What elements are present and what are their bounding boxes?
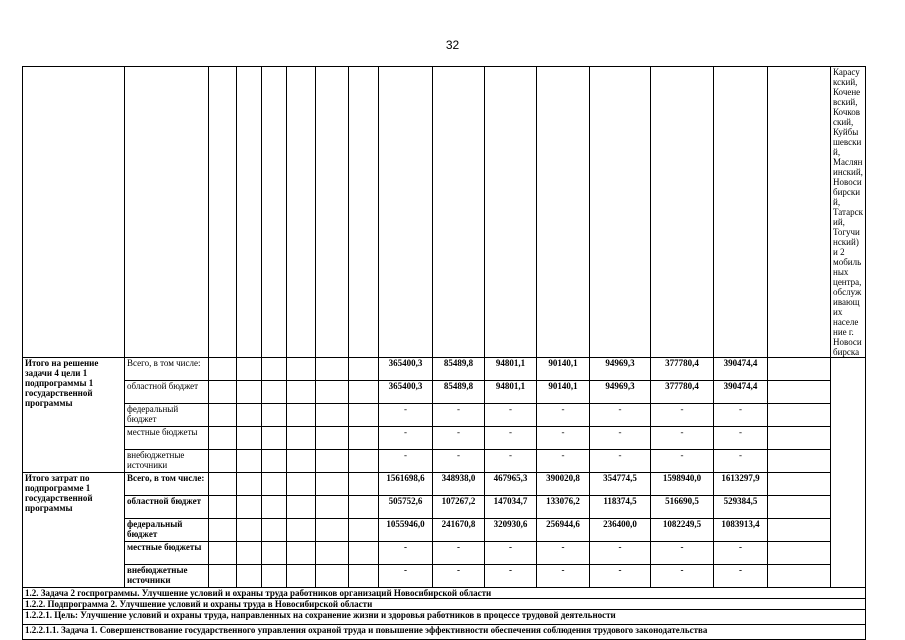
funding-source: федеральный бюджет <box>125 404 209 427</box>
table-row <box>23 496 866 519</box>
table-row <box>23 358 866 381</box>
location-note: Карасукский, Коченевский, Кочковский, Куйбышевский, Маслянинский, Новосибирский, Татарский, Тогучинский) и 2 мобильных центра, обслуживающих население г. Новосибирска <box>831 67 866 358</box>
funding-source: внебюджетные источники <box>125 565 209 588</box>
value-cell: 529384,5 <box>714 496 768 519</box>
value-cell: - <box>485 427 537 450</box>
table-row <box>23 450 866 473</box>
value-cell: - <box>651 542 714 565</box>
value-cell: 348938,0 <box>433 473 485 496</box>
table-row <box>23 565 866 588</box>
value-cell: - <box>537 427 590 450</box>
value-cell: 1561698,6 <box>379 473 433 496</box>
page-number: 32 <box>445 38 460 52</box>
table-row <box>23 610 866 625</box>
table-row <box>23 404 866 427</box>
value-cell: - <box>379 565 433 588</box>
value-cell: 365400,3 <box>379 381 433 404</box>
value-cell: - <box>651 565 714 588</box>
value-cell: - <box>714 565 768 588</box>
funding-source: Всего, в том числе: <box>125 473 209 496</box>
funding-source: федеральный бюджет <box>125 519 209 542</box>
funding-source: Всего, в том числе: <box>125 358 209 381</box>
value-cell: 354774,5 <box>590 473 651 496</box>
value-cell: - <box>714 427 768 450</box>
value-cell: - <box>485 565 537 588</box>
value-cell: 241670,8 <box>433 519 485 542</box>
value-cell: - <box>433 542 485 565</box>
value-cell: 516690,5 <box>651 496 714 519</box>
value-cell: - <box>379 542 433 565</box>
value-cell: - <box>651 404 714 427</box>
budget-table <box>22 66 866 640</box>
section-title-task4: Итого на решение задачи 4 цели 1 подпрограммы 1 государственной программы <box>23 358 125 473</box>
value-cell: - <box>590 450 651 473</box>
value-cell: 1083913,4 <box>714 519 768 542</box>
funding-source: областной бюджет <box>125 381 209 404</box>
value-cell: - <box>590 565 651 588</box>
value-cell: 94969,3 <box>590 358 651 381</box>
value-cell: - <box>379 427 433 450</box>
value-cell: 1598940,0 <box>651 473 714 496</box>
value-cell: - <box>714 542 768 565</box>
table-row <box>23 473 866 496</box>
value-cell: 320930,6 <box>485 519 537 542</box>
value-cell: - <box>379 404 433 427</box>
section-title-total: Итого затрат по подпрограмме 1 государственной программы <box>23 473 125 588</box>
value-cell: - <box>651 427 714 450</box>
value-cell: 256944,6 <box>537 519 590 542</box>
task-heading: 1.2. Задача 2 госпрограммы. Улучшение условий и охраны труда работников организаций Новосибирской области <box>23 588 866 599</box>
value-cell: - <box>590 404 651 427</box>
value-cell: - <box>433 427 485 450</box>
task-heading: 1.2.2.1. Цель: Улучшение условий и охраны труда, направленных на сохранение жизни и здоровья работников в процессе трудовой деятельности <box>23 610 866 625</box>
table-row <box>23 625 866 640</box>
value-cell: 1613297,9 <box>714 473 768 496</box>
value-cell: - <box>537 542 590 565</box>
value-cell: 133076,2 <box>537 496 590 519</box>
value-cell: - <box>433 404 485 427</box>
value-cell: 94801,1 <box>485 358 537 381</box>
value-cell: 390474,4 <box>714 358 768 381</box>
value-cell: 118374,5 <box>590 496 651 519</box>
value-cell: 1055946,0 <box>379 519 433 542</box>
value-cell: - <box>590 542 651 565</box>
value-cell: - <box>651 450 714 473</box>
value-cell: 390020,8 <box>537 473 590 496</box>
value-cell: 377780,4 <box>651 358 714 381</box>
value-cell: - <box>485 450 537 473</box>
funding-source: внебюджетные источники <box>125 450 209 473</box>
task-heading: 1.2.2. Подпрограмма 2. Улучшение условий и охраны труда в Новосибирской области <box>23 599 866 610</box>
value-cell: 90140,1 <box>537 381 590 404</box>
value-cell: - <box>714 404 768 427</box>
value-cell: - <box>537 450 590 473</box>
value-cell: 85489,8 <box>433 381 485 404</box>
table-row <box>23 427 866 450</box>
value-cell: - <box>379 450 433 473</box>
value-cell: - <box>485 542 537 565</box>
task-heading: 1.2.2.1.1. Задача 1. Совершенствование государственного управления охраной труда и повышение эффективности обеспечения соблюдения трудового законодательства <box>23 625 866 640</box>
value-cell: 107267,2 <box>433 496 485 519</box>
table-row <box>23 542 866 565</box>
value-cell: 377780,4 <box>651 381 714 404</box>
value-cell: 94801,1 <box>485 381 537 404</box>
value-cell: 505752,6 <box>379 496 433 519</box>
value-cell: - <box>537 565 590 588</box>
value-cell: 390474,4 <box>714 381 768 404</box>
table-row <box>23 599 866 610</box>
value-cell: 85489,8 <box>433 358 485 381</box>
funding-source: местные бюджеты <box>125 427 209 450</box>
funding-source: областной бюджет <box>125 496 209 519</box>
value-cell: 94969,3 <box>590 381 651 404</box>
value-cell: - <box>433 565 485 588</box>
value-cell: - <box>433 450 485 473</box>
value-cell: 90140,1 <box>537 358 590 381</box>
table-row <box>23 381 866 404</box>
table-row <box>23 519 866 542</box>
value-cell: 365400,3 <box>379 358 433 381</box>
value-cell: 236400,0 <box>590 519 651 542</box>
value-cell: - <box>714 450 768 473</box>
table-row <box>23 588 866 599</box>
funding-source: местные бюджеты <box>125 542 209 565</box>
value-cell: - <box>485 404 537 427</box>
continuation-row <box>23 67 866 358</box>
value-cell: - <box>590 427 651 450</box>
value-cell: 147034,7 <box>485 496 537 519</box>
value-cell: 467965,3 <box>485 473 537 496</box>
value-cell: 1082249,5 <box>651 519 714 542</box>
value-cell: - <box>537 404 590 427</box>
